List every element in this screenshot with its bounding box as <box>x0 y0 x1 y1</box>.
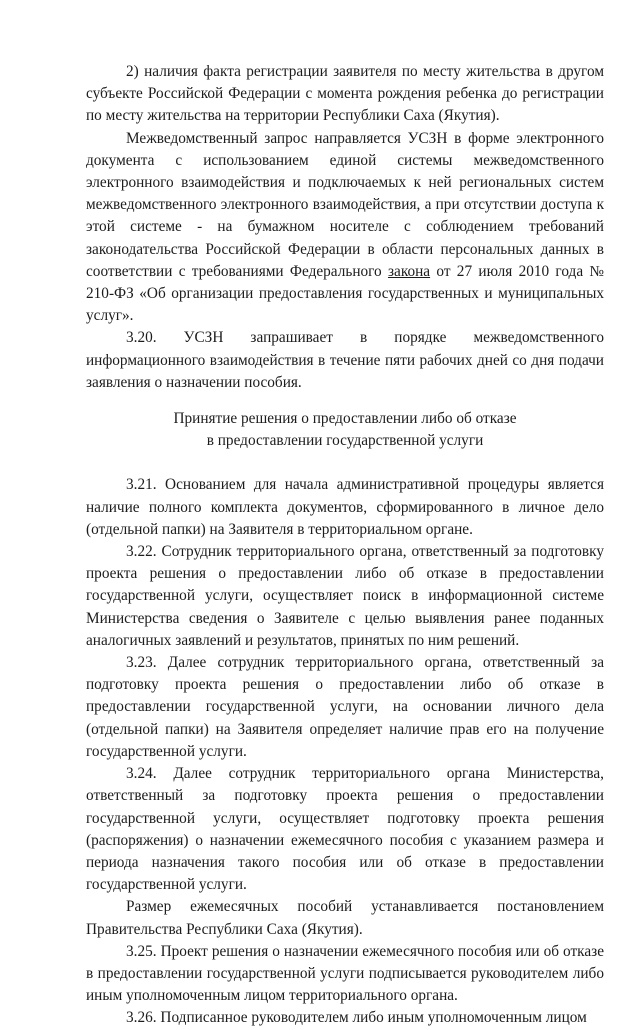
paragraph-3-21: 3.21. Основанием для начала административной процедуры является наличие полного комплекта документов, сформированного в личное дело (отдельной папки) на Заявителя в территориальном органе. <box>86 476 604 538</box>
paragraph-3-24: 3.24. Далее сотрудник территориального органа Министерства, ответственный за подготовку проекта решения о предоставлении государственной услуги, осуществляет подготовку проекта решения (распоряжения) о назначении ежемесячного пособия с указанием размера и периода назначения такого пособия или об отказе в предоставлении государственной услуги. <box>86 765 604 894</box>
section-heading-line-2: в предоставлении государственной услуги <box>206 432 484 450</box>
paragraph-3-25: 3.25. Проект решения о назначении ежемесячного пособия или об отказе в предоставлении государственной услуги подписывается руководителем либо иным уполномоченным лицом территориального органа. <box>86 942 604 1005</box>
paragraph-interagency-request <box>86 128 604 328</box>
paragraph-allowance-size: Размер ежемесячных пособий устанавливается постановлением Правительства Республики Саха (Якутия). <box>86 898 604 938</box>
paragraph-3-20: 3.20. УСЗН запрашивает в порядке межведомственного информационного взаимодействия в течение пяти рабочих дней со дня подачи заявления о назначении пособия. <box>86 329 604 391</box>
paragraph-item-2: 2) наличия факта регистрации заявителя по месту жительства в другом субъекте Российской Федерации с момента рождения ребенка до регистрации по месту жительства на территории Республики Саха (Якутия). <box>86 63 604 125</box>
paragraph-interagency-request-tail: от 27 июля 2010 года № 210-ФЗ «Об организации предоставления государственных и муниципальных услуг». <box>86 262 604 325</box>
law-link-word: закона <box>387 262 431 280</box>
paragraph-3-23: 3.23. Далее сотрудник территориального органа, ответственный за подготовку проекта решения о предоставлении либо об отказе в предоставлении государственной услуги, на основании личного дела (отдельной папки) на Заявителя определяет наличие прав его на получение государственной услуги. <box>86 654 604 760</box>
section-heading <box>86 408 604 452</box>
section-spacer <box>86 452 604 474</box>
paragraph-interagency-request-text: Межведомственный запрос направляется УСЗН в форме электронного документа с использованием единой системы межведомственного электронного взаимодействия и подключаемых к ней региональных систем межведомственного электронного взаимодействия, а при отсутствии доступа к этой системе - на бумажном носителе с соблюдением требований законодательства Российской Федерации в области персональных данных в соответствии с требованиями Федерального <box>86 129 604 280</box>
paragraph-3-22: 3.22. Сотрудник территориального органа, ответственный за подготовку проекта решения о предоставлении либо об отказе в предоставлении государственной услуги, осуществляет поиск в информационной системе Министерства сведения о Заявителе с целью выявления ранее поданных аналогичных заявлений и результатов, принятых по ним решений. <box>86 543 604 649</box>
paragraph-3-26: 3.26. Подписанное руководителем либо иным уполномоченным лицом <box>126 1009 587 1027</box>
section-heading-line-1: Принятие решения о предоставлении либо об отказе <box>173 410 517 428</box>
